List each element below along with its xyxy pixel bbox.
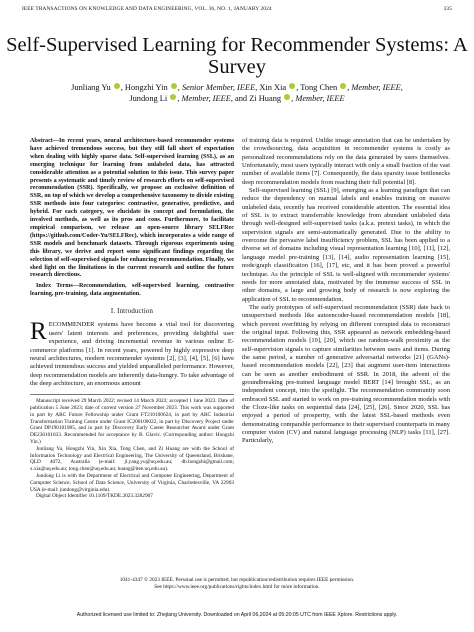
abstract-text: Abstract—In recent years, neural architecture-based recommender systems have achieved tremendous success, but they still fall short of expectation when dealing with highly sparse data. Self-supervised learning (SSL), as an emerging technique for learning from unlabeled data, has attracted considerable attention as a potential solution to this issue. This survey paper presents a systematic and timely review of research efforts on self-supervised recommendation (SSR). Specifically, we propose an exclusive definition of SSR, on top of which we develop a comprehensive taxonomy to divide existing SSR methods into four categories: contrastive, generative, predictive, and hybrid. For each category, we elucidate its concept and formulation, the involved methods, as well as its pros and cons. Furthermore, to facilitate empirical comparison, we release an open-source library SELFRec (https://github.com/Coder-Yu/SELFRec), which incorporates a wide range of SSR models and benchmark datasets. Through rigorous experiments using this library, we derive and report some significant findings regarding the selection of self-supervised signals for enhancing recommendation. Finally, we shed light on the limitations in the current research and outline the future research directions. <box>30 138 234 279</box>
abstract <box>30 138 234 280</box>
rights-link-line[interactable]: See https://www.ieee.org/publications/rights/index.html for more information. <box>154 584 320 590</box>
running-header <box>22 6 452 16</box>
author-line-2: Jundong Li , Member, IEEE, and Zi Huang , Member, IEEE <box>129 94 345 103</box>
right-column <box>242 137 450 446</box>
intro-text: ECOMMENDER systems have become a vital tool for discovering users' latent interests and preferences, providing delightful user experience, and driving incremental revenue in various online E-commerce platforms [1]. In recent years, powered by highly expressive deep neural architectures, modern recommender systems [2], [3], [4], [5], [6] have achieved tremendous success and yielded unparalleled performance. However, deep recommendation models are inherently data-hungry. To take advantage of the deep architecture, an enormous amount <box>30 321 234 387</box>
index-terms <box>30 283 234 299</box>
orcid-icon[interactable] <box>289 83 295 89</box>
drop-cap: R <box>30 318 47 346</box>
paragraph: The early prototypes of self-supervised recommendation (SSR) date back to unsupervised methods like autoencoder-based recommendation models [18], which prevent overfitting by relying on different corrupted data to reconstruct the original input. Following this, SSR appeared as network embedding-based recommendation models [19], [20], which use random-walk proximity as the self-supervision signals to capture similarities between users and items. During the same period, a number of generative adversarial networks [21] (GANs)-based recommendation models [22], [23] that augment user-item interactions can be seen as another embodiment of SSR. In 2018, the advent of the groundbreaking pre-trained language model BERT [14] brought SSL, as an independent concept, into the spotlight. The recommendation community soon embraced SSL and started to work on pre-training recommendation models with the Cloze-like tasks on sequential data [24], [25], [26]. Since 2020, SSL has enjoyed a period of prosperity, with the latest SSL-based methods even demonstrating comparable performance to their supervised counterparts in many computer vision (CV) and natural language processing (NLP) tasks [11], [27]. Particularly, <box>242 303 450 445</box>
copyright-notice <box>0 577 474 591</box>
orcid-icon[interactable] <box>114 83 120 89</box>
left-column <box>30 138 234 500</box>
author-line-1: Junliang Yu , Hongzhi Yin , Senior Member, IEEE, Xin Xia , Tong Chen , Member, IEEE, <box>71 83 403 92</box>
footnote <box>30 394 234 500</box>
authorized-use-notice: Authorized licensed use limited to: Zhejiang University. Downloaded on April 06,2024 at 05:20:05 UTC from IEEE Xplore. Restrictions apply. <box>76 612 398 618</box>
footnote-affiliation: Junliang Yu, Hongzhi Yin, Xin Xia, Tong Chen, and Zi Huang are with the School of Information Technology and Electrical Engineering, The University of Queensland, Brisbane, QLD 4072, Australia (e-mail: jl.yang.yu@uq.edu.au; db.hongzhi@gmail.com; x.xia@uq.edu.au; tong.chen@uq.edu.au; huang@itee.uq.edu.au). <box>30 445 234 473</box>
footnote-manuscript: Manuscript received 29 March 2022; revised 14 March 2023; accepted 1 June 2023. Date of publication 5 June 2023; date of current version 27 November 2023. This work was supported in part by ARC Future Fellowship under Grant FT210100624, in part by ARC Industrial Transformation Training Centre under Grant IC200100022, in part by Discovery Project under Grant DP190101985, and in part by Discovery Early Career Researcher Award under Grant DE230101033. Recommended for acceptance by B. Glavic. (Corresponding author: Hongzhi Yin.) <box>30 398 234 445</box>
page-number: 335 <box>443 6 452 12</box>
introduction-body <box>30 318 234 388</box>
paragraph: of training data is required. Unlike image annotation that can be undertaken by the crowdsourcing, data acquisition in recommender systems is costly as personalized recommendations rely on the data generated by users themselves. Unfortunately, most users typically interact with only a small fraction of the vast number of available items [7]. Consequently, the data sparsity issue bottlenecks deep recommendation models from reaching their full potential [8]. <box>242 137 450 186</box>
journal-header: IEEE TRANSACTIONS ON KNOWLEDGE AND DATA ENGINEERING, VOL. 36, NO. 1, JANUARY 2024 <box>22 6 272 12</box>
orcid-icon[interactable] <box>170 94 176 100</box>
footnote-affiliation-2: Jundong Li is with the Department of Electrical and Computer Engineering, Department of Computer Science, School of Data Science, University of Virginia, Charlottesville, VA 22903 USA (e-mail: jundong@virginia.edu). <box>30 472 234 493</box>
paragraph: Self-supervised learning (SSL) [9], emerging as a learning paradigm that can reduce the dependency on manual labels and enables training on massive unlabeled data, recently has received considerable attention. The essential idea of SSL is to extract transferrable knowledge from abundant unlabeled data through well-designed self-supervised tasks (a.k.a. pretext tasks), in which the supervision signals are semi-automatically generated. Due to the ability to overcome the pervasive label insufficiency problem, SSL has been applied to a diverse set of domains including visual representation learning [10], [11], [12], language model pre-training [13], [14], audio representation learning [15], node/graph classification [16], [17], etc, and it has been proved a powerful technique. As the principle of SSL is well-aligned with recommender systems' needs for more annotated data, motivated by the immense success of SSL in other domains, a large and growing body of research is now exploring the application of SSL to recommendation. <box>242 187 450 303</box>
copyright-line: 1041-4347 © 2023 IEEE. Personal use is permitted, but republication/redistribution requires IEEE permission. <box>119 577 355 583</box>
orcid-icon[interactable] <box>171 83 177 89</box>
index-terms-text: Index Terms—Recommendation, self-supervised learning, contrastive learning, pre-training, data augmentation. <box>30 283 234 298</box>
section-heading: I. Introduction <box>110 308 154 316</box>
paper-title: Self-Supervised Learning for Recommender Systems: A Survey <box>6 34 468 78</box>
orcid-icon[interactable] <box>340 83 346 89</box>
footnote-doi: Digital Object Identifier 10.1109/TKDE.2023.3282907 <box>36 493 153 500</box>
author-list <box>40 82 434 104</box>
orcid-icon[interactable] <box>284 94 290 100</box>
intro-paragraph <box>30 318 234 388</box>
